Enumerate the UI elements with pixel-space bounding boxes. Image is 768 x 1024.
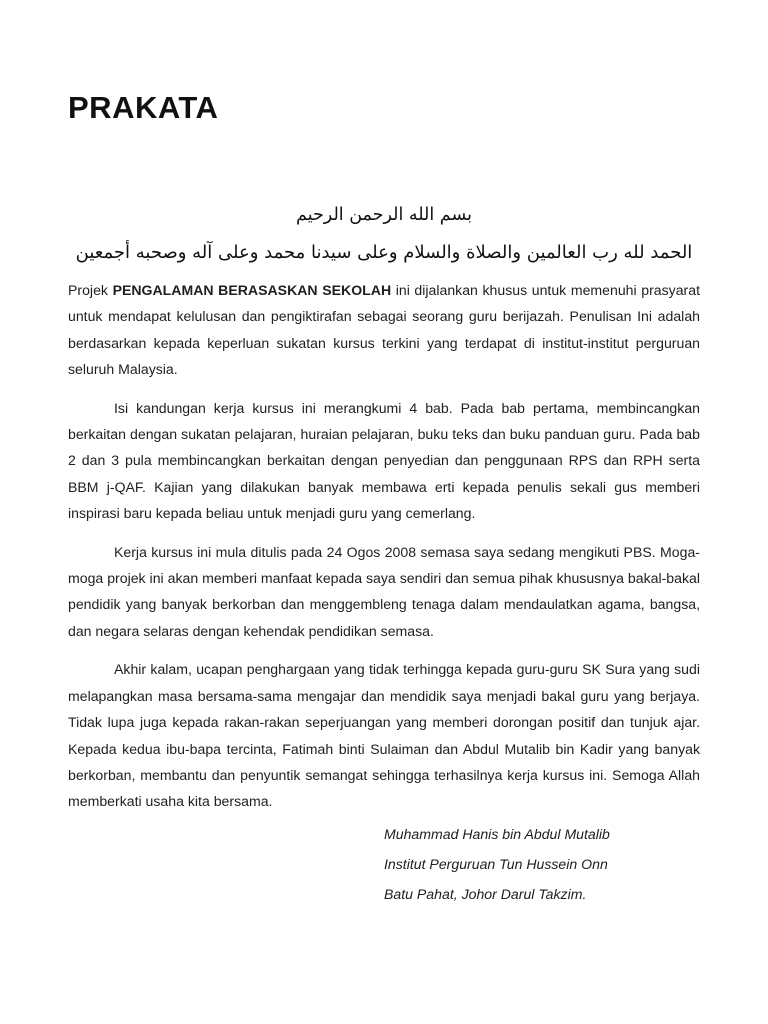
hamdalah-line: الحمد لله رب العالمين والصلاة والسلام وعلى سيدنا محمد وعلى آله وصحبه أجمعين [75, 242, 693, 263]
paragraph-1-lead: Projek [68, 282, 113, 298]
page-title: PRAKATA [68, 90, 219, 125]
basmala-line: بسم الله الرحمن الرحيم [296, 205, 472, 225]
signature-institution: Institut Perguruan Tun Hussein Onn [384, 856, 608, 872]
paragraph-3: Kerja kursus ini mula ditulis pada 24 Ogos 2008 semasa saya sedang mengikuti PBS. Moga-moga projek ini akan memberi manfaat kepada saya sendiri dan semua pihak khususnya bakal-bakal pendidik yang banyak berkorban dan menggembleng tenaga dalam mendaulatkan agama, bangsa, dan negara selaras dengan kehendak pendidikan semasa. [68, 543, 700, 639]
body-text [68, 277, 700, 827]
signature-name: Muhammad Hanis bin Abdul Mutalib [384, 826, 610, 842]
paragraph-1-rest: ini dijalankan khusus untuk memenuhi prasyarat untuk mendapat kelulusan dan pengiktirafan sebagai seorang guru berijazah. Penulisan Ini adalah berdasarkan kepada keperluan sukatan kursus terkini yang terdapat di institut-institut perguruan seluruh Malaysia. [68, 282, 700, 378]
signature-block [384, 819, 610, 909]
paragraph-4: Akhir kalam, ucapan penghargaan yang tidak terhingga kepada guru-guru SK Sura yang sudi melapangkan masa bersama-sama mengajar dan mendidik saya menjadi bakal guru yang berjaya. Tidak lupa juga kepada rakan-rakan seperjuangan yang memberi dorongan positif dan tunjuk ajar. Kepada kedua ibu-bapa tercinta, Fatimah binti Sulaiman dan Abdul Mutalib bin Kadir yang banyak berkorban, membantu dan penyuntik semangat sehingga terhasilnya kerja kursus ini. Semoga Allah memberkati usaha kita bersama. [68, 661, 700, 810]
paragraph-1 [68, 277, 700, 383]
signature-location: Batu Pahat, Johor Darul Takzim. [384, 886, 587, 902]
paragraph-2: Isi kandungan kerja kursus ini merangkumi 4 bab. Pada bab pertama, membincangkan berkaitan dengan sukatan pelajaran, huraian pelajaran, buku teks dan buku panduan guru. Pada bab 2 dan 3 pula membincangkan berkaitan dengan penyedian dan penggunaan RPS dan RPH serta BBM j-QAF. Kajian yang dilakukan banyak membawa erti kepada penulis sekali gus memberi inspirasi baru kepada beliau untuk menjadi guru yang cemerlang. [68, 399, 700, 522]
project-name-bold: PENGALAMAN BERASASKAN SEKOLAH [112, 282, 392, 298]
